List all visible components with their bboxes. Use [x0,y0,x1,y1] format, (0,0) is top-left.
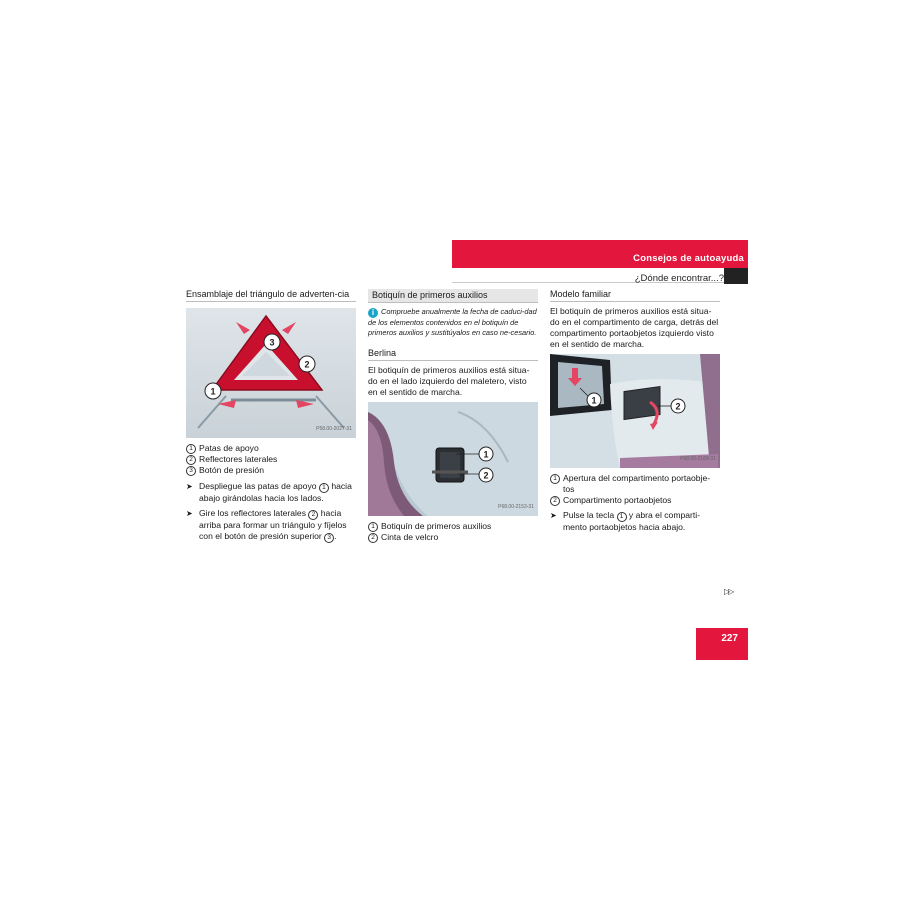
instruction-step [186,508,356,543]
step-text: hacia arriba para formar un triángulo y fíjelos con el botón de presión superior [199,508,347,541]
warning-triangle-figure [186,308,356,438]
step-text: hacia abajo girándolas hacia los lados. [199,481,352,503]
callout-number: 1 [550,474,560,484]
note-text: Compruebe anualmente la fecha de caduci-dad de los elementos contenidos en el botiquín de primeros auxilios y sustitúyalos en caso ne-cesario. [368,307,537,337]
callout-number: 2 [368,533,378,543]
legend-item [368,532,538,543]
legend-text: Botiquín de primeros auxilios [381,521,492,531]
instruction-step [550,510,720,533]
legend-item [550,495,720,506]
figure-code: P68.00-2153-31 [498,504,534,510]
svg-text:1: 1 [483,449,489,460]
subsection-title: ¿Dónde encontrar...? [634,273,724,284]
legend-text: Botón de presión [199,465,264,475]
step-arrow-icon: ➤ [186,482,193,491]
step-text: y abra el comparti-mento portaobjetos hacia abajo. [563,510,701,532]
heading-rule [186,301,356,302]
step-text: . [334,531,337,541]
callout-number: 1 [319,483,329,493]
sedan-heading: Berlina [368,348,397,358]
info-icon: i [368,308,378,318]
sedan-trunk-illustration [368,402,538,516]
sedan-trunk-figure [368,402,538,516]
legend-item [186,454,356,465]
legend-text: Reflectores laterales [199,454,278,464]
legend-list [186,443,356,476]
legend-text: Compartimento portaobjetos [563,495,672,505]
first-aid-heading: Botiquín de primeros auxilios [368,289,538,302]
warning-triangle-illustration [186,308,356,438]
step-arrow-icon: ➤ [550,511,557,520]
legend-item [186,443,356,454]
estate-cargo-figure [550,354,720,468]
callout-number: 3 [324,533,334,543]
callout-number: 1 [617,512,627,522]
svg-text:2: 2 [304,359,310,370]
legend-text: Cinta de velcro [381,532,439,542]
callout-number: 2 [308,510,318,520]
column-first-aid-kit [368,289,538,543]
step-text: Pulse la tecla [563,510,615,520]
legend-text: Patas de apoyo [199,443,259,453]
column-estate-model [550,289,720,533]
instruction-step [186,481,356,504]
legend-list [550,473,720,506]
svg-text:2: 2 [483,470,489,481]
figure-code: P58.00-2027-31 [316,426,352,432]
step-text: Despliegue las patas de apoyo [199,481,317,491]
section-title: Consejos de autoayuda [633,253,744,264]
svg-text:1: 1 [591,395,597,406]
figure-code: P68.00-2169-31 [680,456,716,462]
page-number: 227 [721,633,738,644]
page-number-box [696,628,748,660]
legend-list [368,521,538,543]
callout-number: 3 [186,466,196,476]
column-warning-triangle [186,289,356,543]
estate-cargo-illustration [550,354,720,468]
step-arrow-icon: ➤ [186,509,193,518]
svg-text:3: 3 [269,337,275,348]
legend-item [368,521,538,532]
step-text: Gire los reflectores laterales [199,508,306,518]
info-note [368,307,538,338]
svg-text:2: 2 [675,401,681,412]
legend-item [186,465,356,476]
sedan-paragraph: El botiquín de primeros auxilios está situa-do en el lado izquierdo del maletero, visto en el sentido de marcha. [368,365,530,397]
heading-rule [368,302,538,303]
subsection-tab-marker [724,268,748,284]
svg-text:1: 1 [210,386,216,397]
legend-text: Apertura del compartimento portaobje-tos [563,473,711,494]
callout-number: 2 [186,455,196,465]
continue-mark: ▷▷ [724,587,733,596]
callout-number: 1 [186,444,196,454]
legend-item [550,473,720,495]
section-header-band [452,240,748,268]
warning-triangle-heading: Ensamblaje del triángulo de adverten-cia [186,289,350,299]
heading-rule [550,301,720,302]
estate-paragraph: El botiquín de primeros auxilios está situa-do en el compartimento de carga, detrás del compartimento portaobjetos izquierdo visto en el sentido de marcha. [550,306,719,349]
estate-heading: Modelo familiar [550,289,612,299]
callout-number: 2 [550,496,560,506]
heading-rule [368,360,538,361]
callout-number: 1 [368,522,378,532]
